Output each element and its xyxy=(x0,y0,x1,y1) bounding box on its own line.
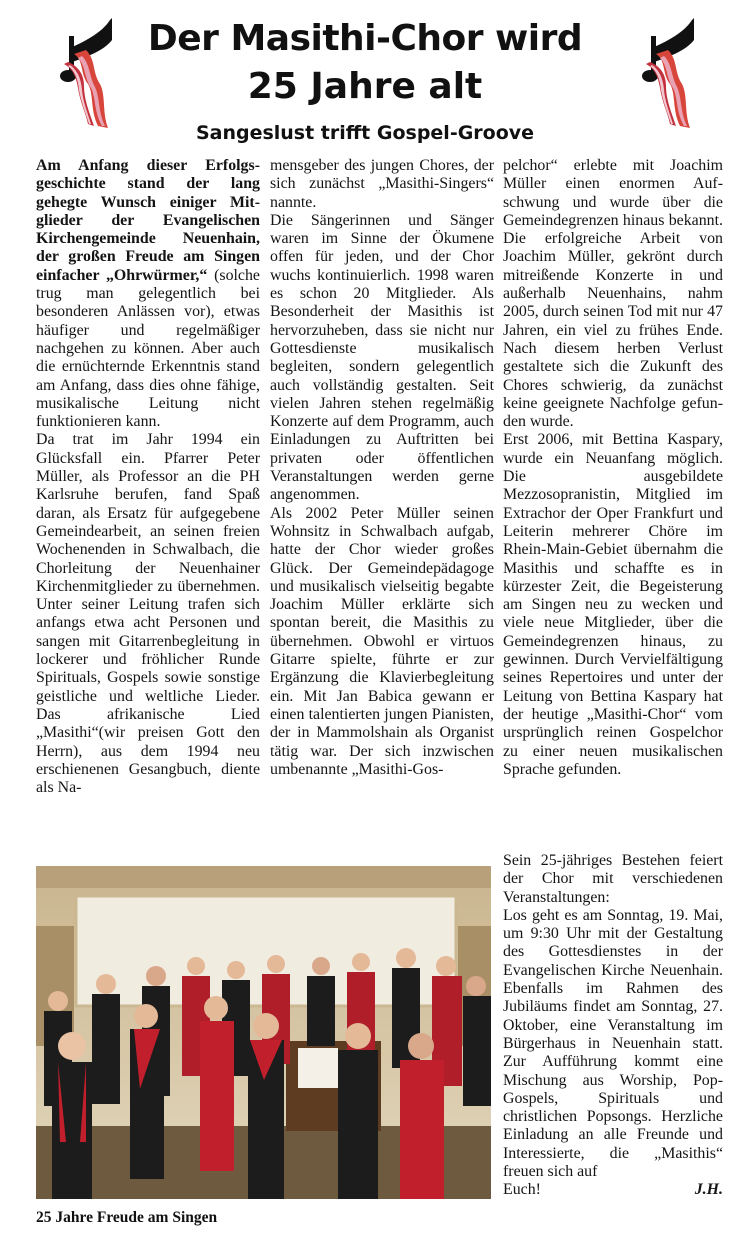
music-note-ribbon-icon xyxy=(58,14,118,132)
music-note-ribbon-icon xyxy=(640,14,700,132)
text-column-3 xyxy=(503,157,723,779)
paragraph: Als 2002 Peter Müller seinen Wohnsitz in Schwalbach aufgab, hatte der Chor wieder großes Glück. Der Gemeindepädagoge und musikalisch vielseitig begabte Joachim Müller erklärte sich spontan bereit, die Masithis zu übernehmen. Obwohl er virtuos Gitarre spielte, führte er zur Ergänzung die Klavierbegleitung ein. Mit Jan Babica gewann er einen talentierten jungen Pianisten, der in Mammolshain als Organist tätig war. Der sich inzwischen umbenannte „Masithi-Gos- xyxy=(270,504,494,778)
article-subtitle: Sangeslust trifft Gospel-Groove xyxy=(195,122,535,144)
author-signature: J.H. xyxy=(694,1181,723,1199)
body-text: (solche trug man gelegentlich bei besonderen Anlässen vor), etwas häufiger und regelmäßiger nachgehen zu können. Aber auch die ernüchternde Erkenntnis stand am Anfang, dass dies ohne fähige, musikalische Leitung nicht funktionieren kann. xyxy=(36,266,260,431)
paragraph xyxy=(36,157,260,431)
text-column-2 xyxy=(270,157,494,779)
article-title-line-1: Der Masithi-Chor wird xyxy=(147,18,583,59)
paragraph: Sein 25-jähriges Bestehen feiert der Chor mit verschiedenen Veranstaltungen: xyxy=(503,852,723,906)
choir-group-photo xyxy=(36,866,491,1199)
paragraph: mensgeber des jungen Chores, der sich zunächst „Masithi-Singers“ nannte. xyxy=(270,157,494,211)
text-column-1 xyxy=(36,157,260,797)
article-title-line-2: 25 Jahre alt xyxy=(247,66,483,107)
photo-caption: 25 Jahre Freude am Singen xyxy=(36,1209,218,1226)
closing-text: Euch! xyxy=(503,1181,541,1199)
lead-text: Am Anfang dieser Erfolgsgeschichte stand der lang gehegte Wunsch einiger Mitglieder der Evangelischen Kirchengemeinde Neuenhain, der großen Freude am Singen einfacher „Ohrwürmer,“ xyxy=(36,157,260,284)
text-column-4 xyxy=(503,852,723,1200)
paragraph: Erst 2006, mit Bettina Kaspary, wurde ein Neuanfang möglich. Die ausgebildete Mezzosopranistin, Mitglied im Extrachor der Oper Frankfurt und Leiterin mehrerer Chöre im Rhein-Main-Gebiet übernahm die Masithis und schaffte es in kürzester Zeit, die Begeisterung am Singen neu zu wecken und viele neue Mitglieder, über die Gemeindegrenzen hinaus, zu gewinnen. Durch Vervielfältigung seines Repertoires und unter der Leitung von Bettina Kaspary hat der heutige „Masithi-Chor“ vom ursprünglich reinen Gospelchor zu einer neuen musikalischen Sprache gefunden. xyxy=(503,431,723,778)
paragraph: Die Sängerinnen und Sänger waren im Sinne der Ökumene offen für jeden, und der Chor wuchs kontinuierlich. 1998 waren es schon 20 Mitglieder. Als Besonderheit der Masithis ist hervorzuheben, dass sie nicht nur Gottesdienste musikalisch begleiten, sondern gelegentlich auch vollständig gestalten. Seit vielen Jahren stehen regelmäßig Konzerte auf dem Programm, auch Einladungen zu Auftritten bei privaten oder öffentlichen Veranstaltungen werden gerne angenommen. xyxy=(270,211,494,504)
paragraph: Los geht es am Sonntag, 19. Mai, um 9:30 Uhr mit der Gestaltung des Gottesdienstes in der Evangelischen Kirche Neuenhain. Ebenfalls im Rahmen des Jubiläums findet am Sonntag, 27. Oktober, eine Veranstaltung im Bürgerhaus in Neuenhain statt. Zur Aufführung kommt eine Mischung aus Worship, Pop-Gospels, Spirituals und christlichen Popsongs. Herzliche Einladung an alle Freunde und Interessierte, die „Masithis“ freuen sich auf xyxy=(503,906,723,1181)
paragraph: Da trat im Jahr 1994 ein Glücksfall ein. Pfarrer Peter Müller, als Professor an die PH Karlsruhe berufen, fand Spaß daran, als Ersatz für aufgegebene Gemeindearbeit, an seinen freien Wochenenden in Schwalbach, die Chorleitung der Neuenhainer Kirchenmitglieder zu übernehmen. Unter seiner Leitung trafen sich anfangs etwa acht Personen und sangen mit Gitarrenbegleitung in lockerer und fröhlicher Runde Spirituals, Gospels sowie sonstige geistliche und weltliche Lieder. Das afrikanische Lied „Masithi“(wir preisen Gott den Herrn), aus dem 1994 neu erschienenen Gesangbuch, diente als Na- xyxy=(36,431,260,797)
paragraph: pelchor“ erlebte mit Joachim Müller einen enormen Aufschwung und wurde über die Gemeindegrenzen hinaus bekannt. Die erfolgreiche Arbeit von Joachim Müller, gekrönt durch mitreißende Konzerte in und außerhalb Neuenhains, nahm 2005, durch seinen Tod mit nur 47 Jahren, ein viel zu frühes Ende. Nach diesem herben Verlust gestaltete sich die Zukunft des Chores schwierig, da zunächst keine geeignete Nachfolge gefunden wurde. xyxy=(503,157,723,431)
closing-line xyxy=(503,1181,723,1199)
